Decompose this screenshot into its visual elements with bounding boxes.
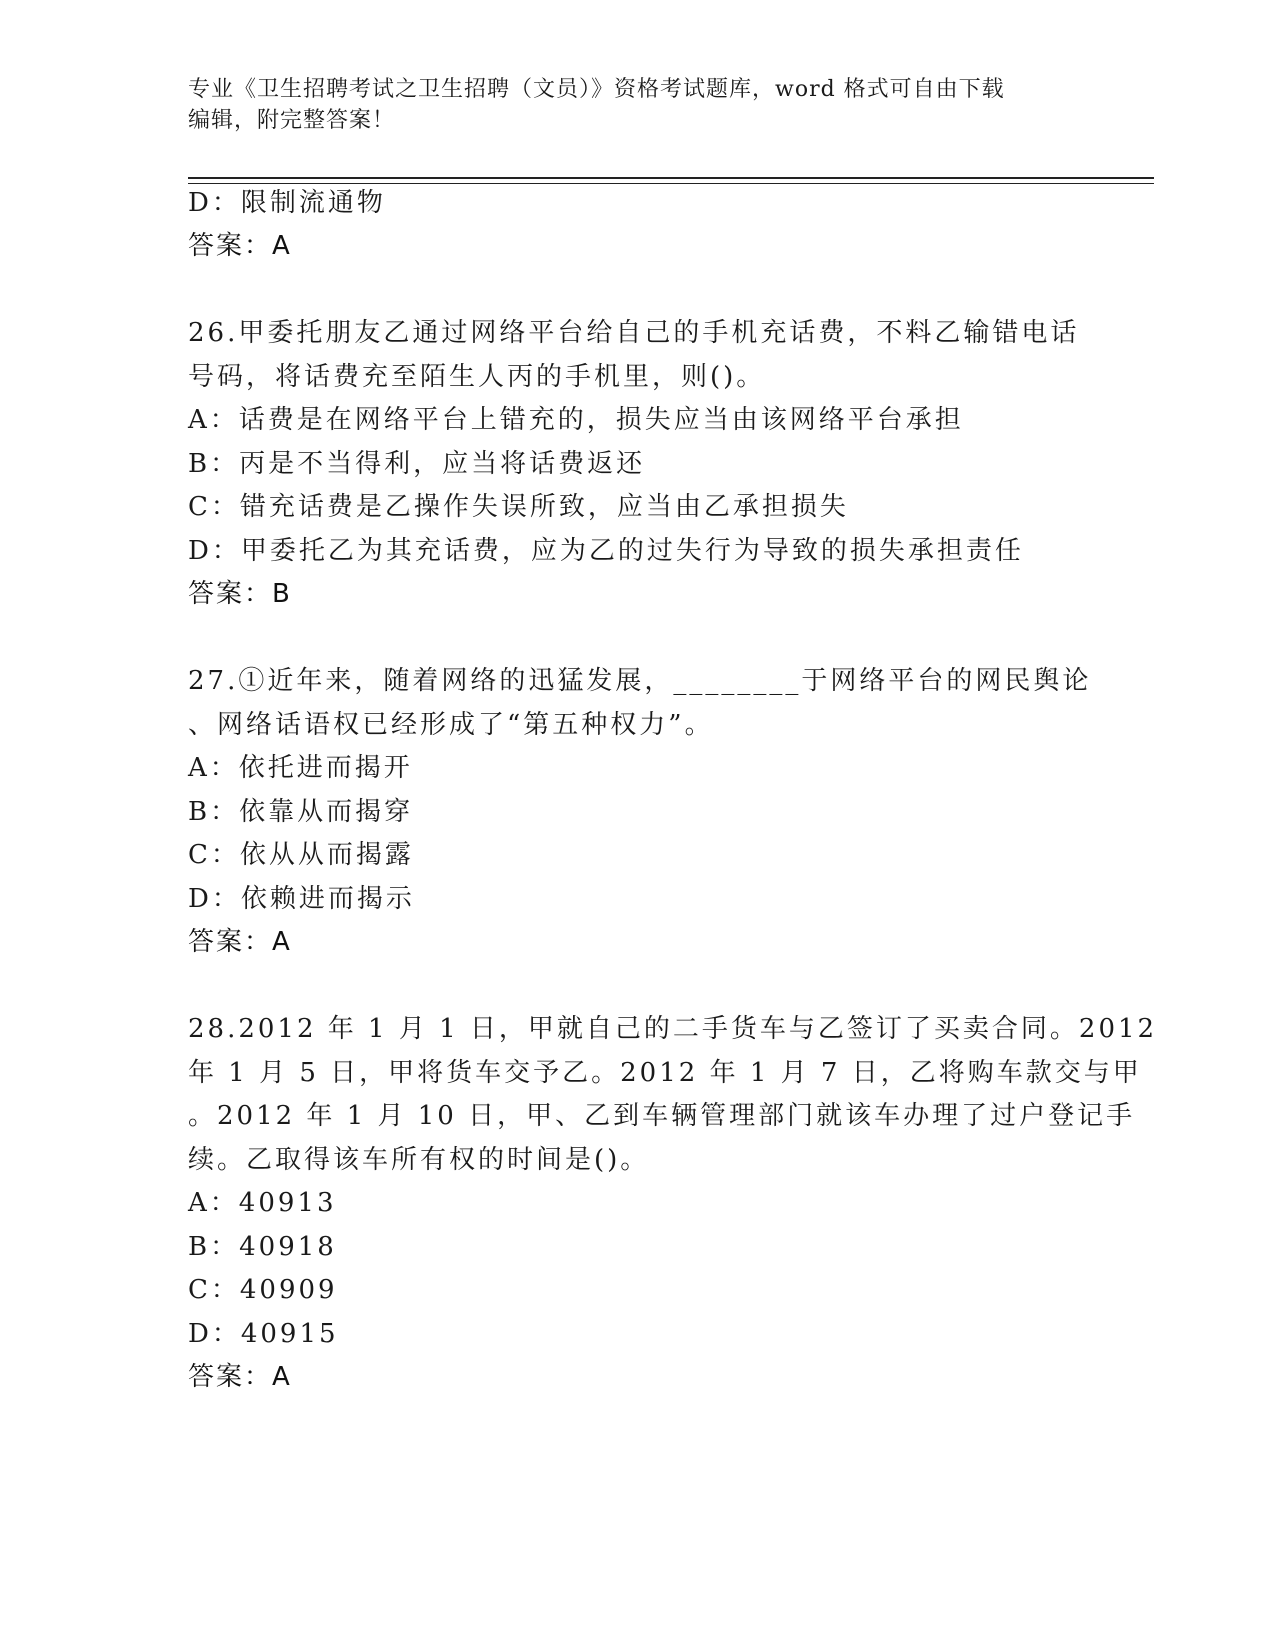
q28-answer: 答案：A [188,1362,292,1392]
q26-option-d: D：甲委托乙为其充话费，应为乙的过失行为导致的损失承担责任 [188,536,1024,566]
header-line-2: 编辑，附完整答案！ [188,108,396,133]
q27-option-b: B：依靠从而揭穿 [188,797,414,827]
q26-stem-line-1: 26.甲委托朋友乙通过网络平台给自己的手机充话费，不料乙输错电话 [188,318,1080,348]
q28-stem-line-4: 续。乙取得该车所有权的时间是()。 [188,1145,650,1175]
q27-answer: 答案：A [188,927,292,957]
q27-stem-line-2: 、网络话语权已经形成了“第五种权力”。 [188,710,714,740]
q26-option-a: A：话费是在网络平台上错充的，损失应当由该网络平台承担 [188,405,964,435]
q28-option-a: A：40913 [188,1188,337,1218]
header-line-1: 专业《卫生招聘考试之卫生招聘（文员）》资格考试题库，word 格式可自由下载 [188,77,1005,102]
document-header [188,74,1088,136]
q28-option-c: C：40909 [188,1275,338,1305]
q28-option-d: D：40915 [188,1319,339,1349]
header-rule-thick [188,177,1154,179]
q27-stem-line-1: 27.①近年来，随着网络的迅猛发展，________于网络平台的网民舆论 [188,666,1092,696]
q26-stem-line-2: 号码，将话费充至陌生人丙的手机里，则()。 [188,362,766,392]
header-rule-thin [188,183,1154,184]
q28-stem-line-2: 年 1 月 5 日，甲将货车交予乙。2012 年 1 月 7 日，乙将购车款交与甲 [188,1058,1142,1088]
q26-option-c: C：错充话费是乙操作失误所致，应当由乙承担损失 [188,492,849,522]
q27-option-d: D：依赖进而揭示 [188,884,415,914]
q26-answer: 答案：B [188,579,292,609]
prev-answer: 答案：A [188,231,292,261]
q27-option-a: A：依托进而揭开 [188,753,413,783]
q26-option-b: B：丙是不当得利，应当将话费返还 [188,449,646,479]
q28-stem-line-3: 。2012 年 1 月 10 日，甲、乙到车辆管理部门就该车办理了过户登记手 [188,1101,1136,1131]
prev-option-d: D：限制流通物 [188,188,386,218]
q28-option-b: B：40918 [188,1232,337,1262]
q27-option-c: C：依从从而揭露 [188,840,414,870]
q28-stem-line-1: 28.2012 年 1 月 1 日，甲就自己的二手货车与乙签订了买卖合同。2012 [188,1014,1158,1044]
